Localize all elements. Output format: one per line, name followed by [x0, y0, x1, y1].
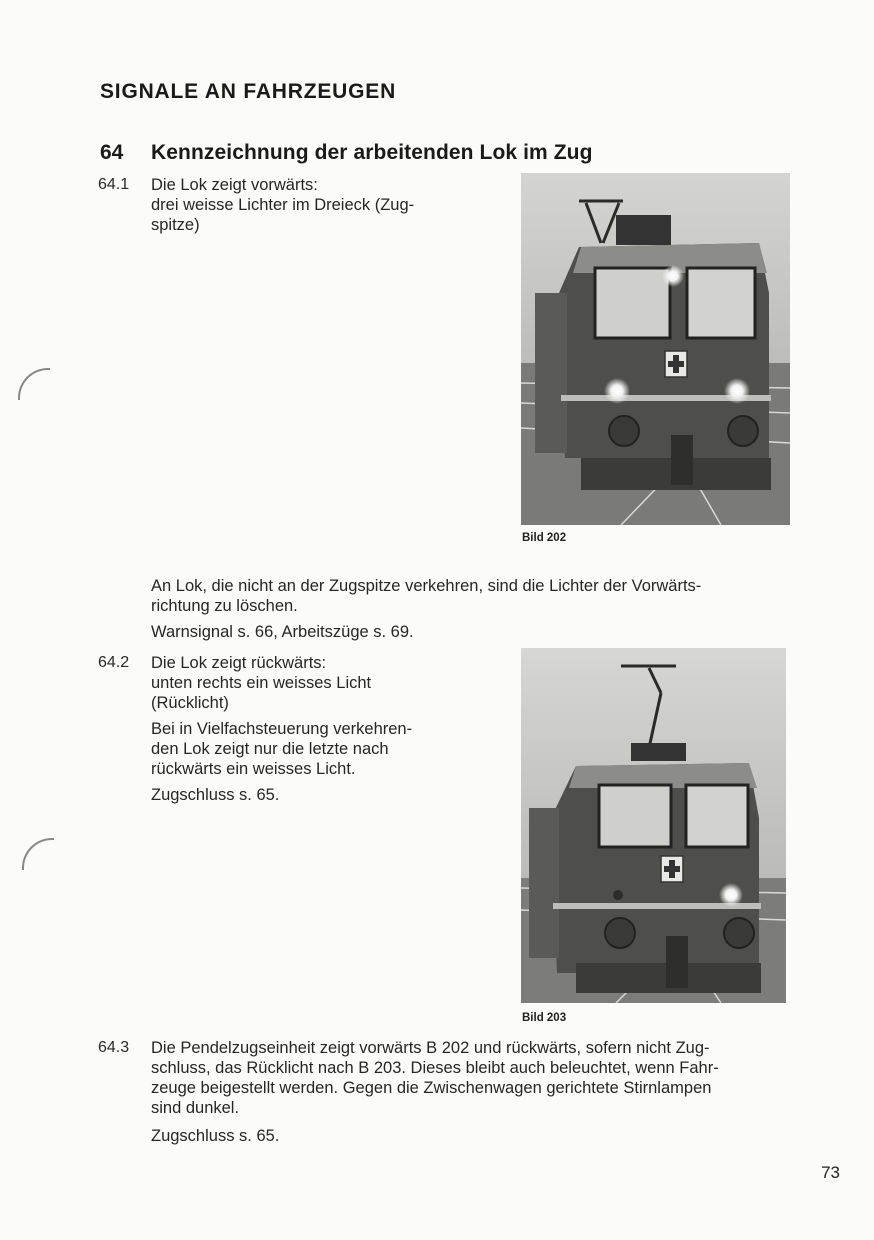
text-line: rückwärts ein weisses Licht. [151, 760, 356, 778]
paragraph [151, 1126, 851, 1146]
paragraph [151, 622, 851, 642]
paragraph [151, 1038, 851, 1118]
section-64-1-note [151, 576, 851, 648]
text-line: Die Lok zeigt vorwärts: [151, 176, 318, 194]
section-64-3-text [151, 1038, 851, 1152]
paragraph [151, 719, 491, 779]
text-line: schluss, das Rücklicht nach B 203. Dieses bleibt auch beleuchtet, wenn Fahr- [151, 1059, 719, 1077]
text-line: Bei in Vielfachsteuerung verkehren- [151, 720, 413, 738]
text-line: Warnsignal s. 66, Arbeitszüge s. 69. [151, 623, 414, 641]
section-number-64-1: 64.1 [98, 176, 130, 193]
locomotive-photo-front [521, 173, 790, 525]
section-number-64-3: 64.3 [98, 1039, 130, 1056]
text-line: sind dunkel. [151, 1099, 240, 1117]
chapter-number: 64 [100, 141, 124, 164]
section-64-1-text [151, 175, 481, 235]
text-line: richtung zu löschen. [151, 597, 298, 615]
text-line: drei weisse Lichter im Dreieck (Zug- [151, 196, 415, 214]
chapter-title: Kennzeichnung der arbeitenden Lok im Zug [151, 141, 593, 164]
text-line: Die Lok zeigt rückwärts: [151, 654, 327, 672]
binder-hole-mark [18, 368, 50, 400]
paragraph [151, 576, 851, 616]
text-line: den Lok zeigt nur die letzte nach [151, 740, 389, 758]
figure-caption-bild-202: Bild 202 [522, 532, 567, 544]
locomotive-photo-rear-light [521, 648, 786, 1003]
text-line: Die Pendelzugseinheit zeigt vorwärts B 202 und rückwärts, sofern nicht Zug- [151, 1039, 710, 1057]
section-number-64-2: 64.2 [98, 654, 130, 671]
section-title: SIGNALE AN FAHRZEUGEN [100, 80, 397, 103]
text-line: (Rücklicht) [151, 694, 229, 712]
page-number: 73 [821, 1163, 840, 1182]
text-line: spitze) [151, 216, 200, 234]
text-line: Zugschluss s. 65. [151, 1127, 280, 1145]
text-line: An Lok, die nicht an der Zugspitze verkehren, sind die Lichter der Vorwärts- [151, 577, 702, 595]
figure-caption-bild-203: Bild 203 [522, 1012, 567, 1024]
binder-hole-mark [22, 838, 54, 870]
section-64-2-text [151, 653, 491, 811]
text-line: Zugschluss s. 65. [151, 786, 280, 804]
text-line: unten rechts ein weisses Licht [151, 674, 372, 692]
paragraph [151, 785, 491, 805]
paragraph [151, 653, 491, 713]
text-line: zeuge beigestellt werden. Gegen die Zwischenwagen gerichtete Stirnlampen [151, 1079, 712, 1097]
